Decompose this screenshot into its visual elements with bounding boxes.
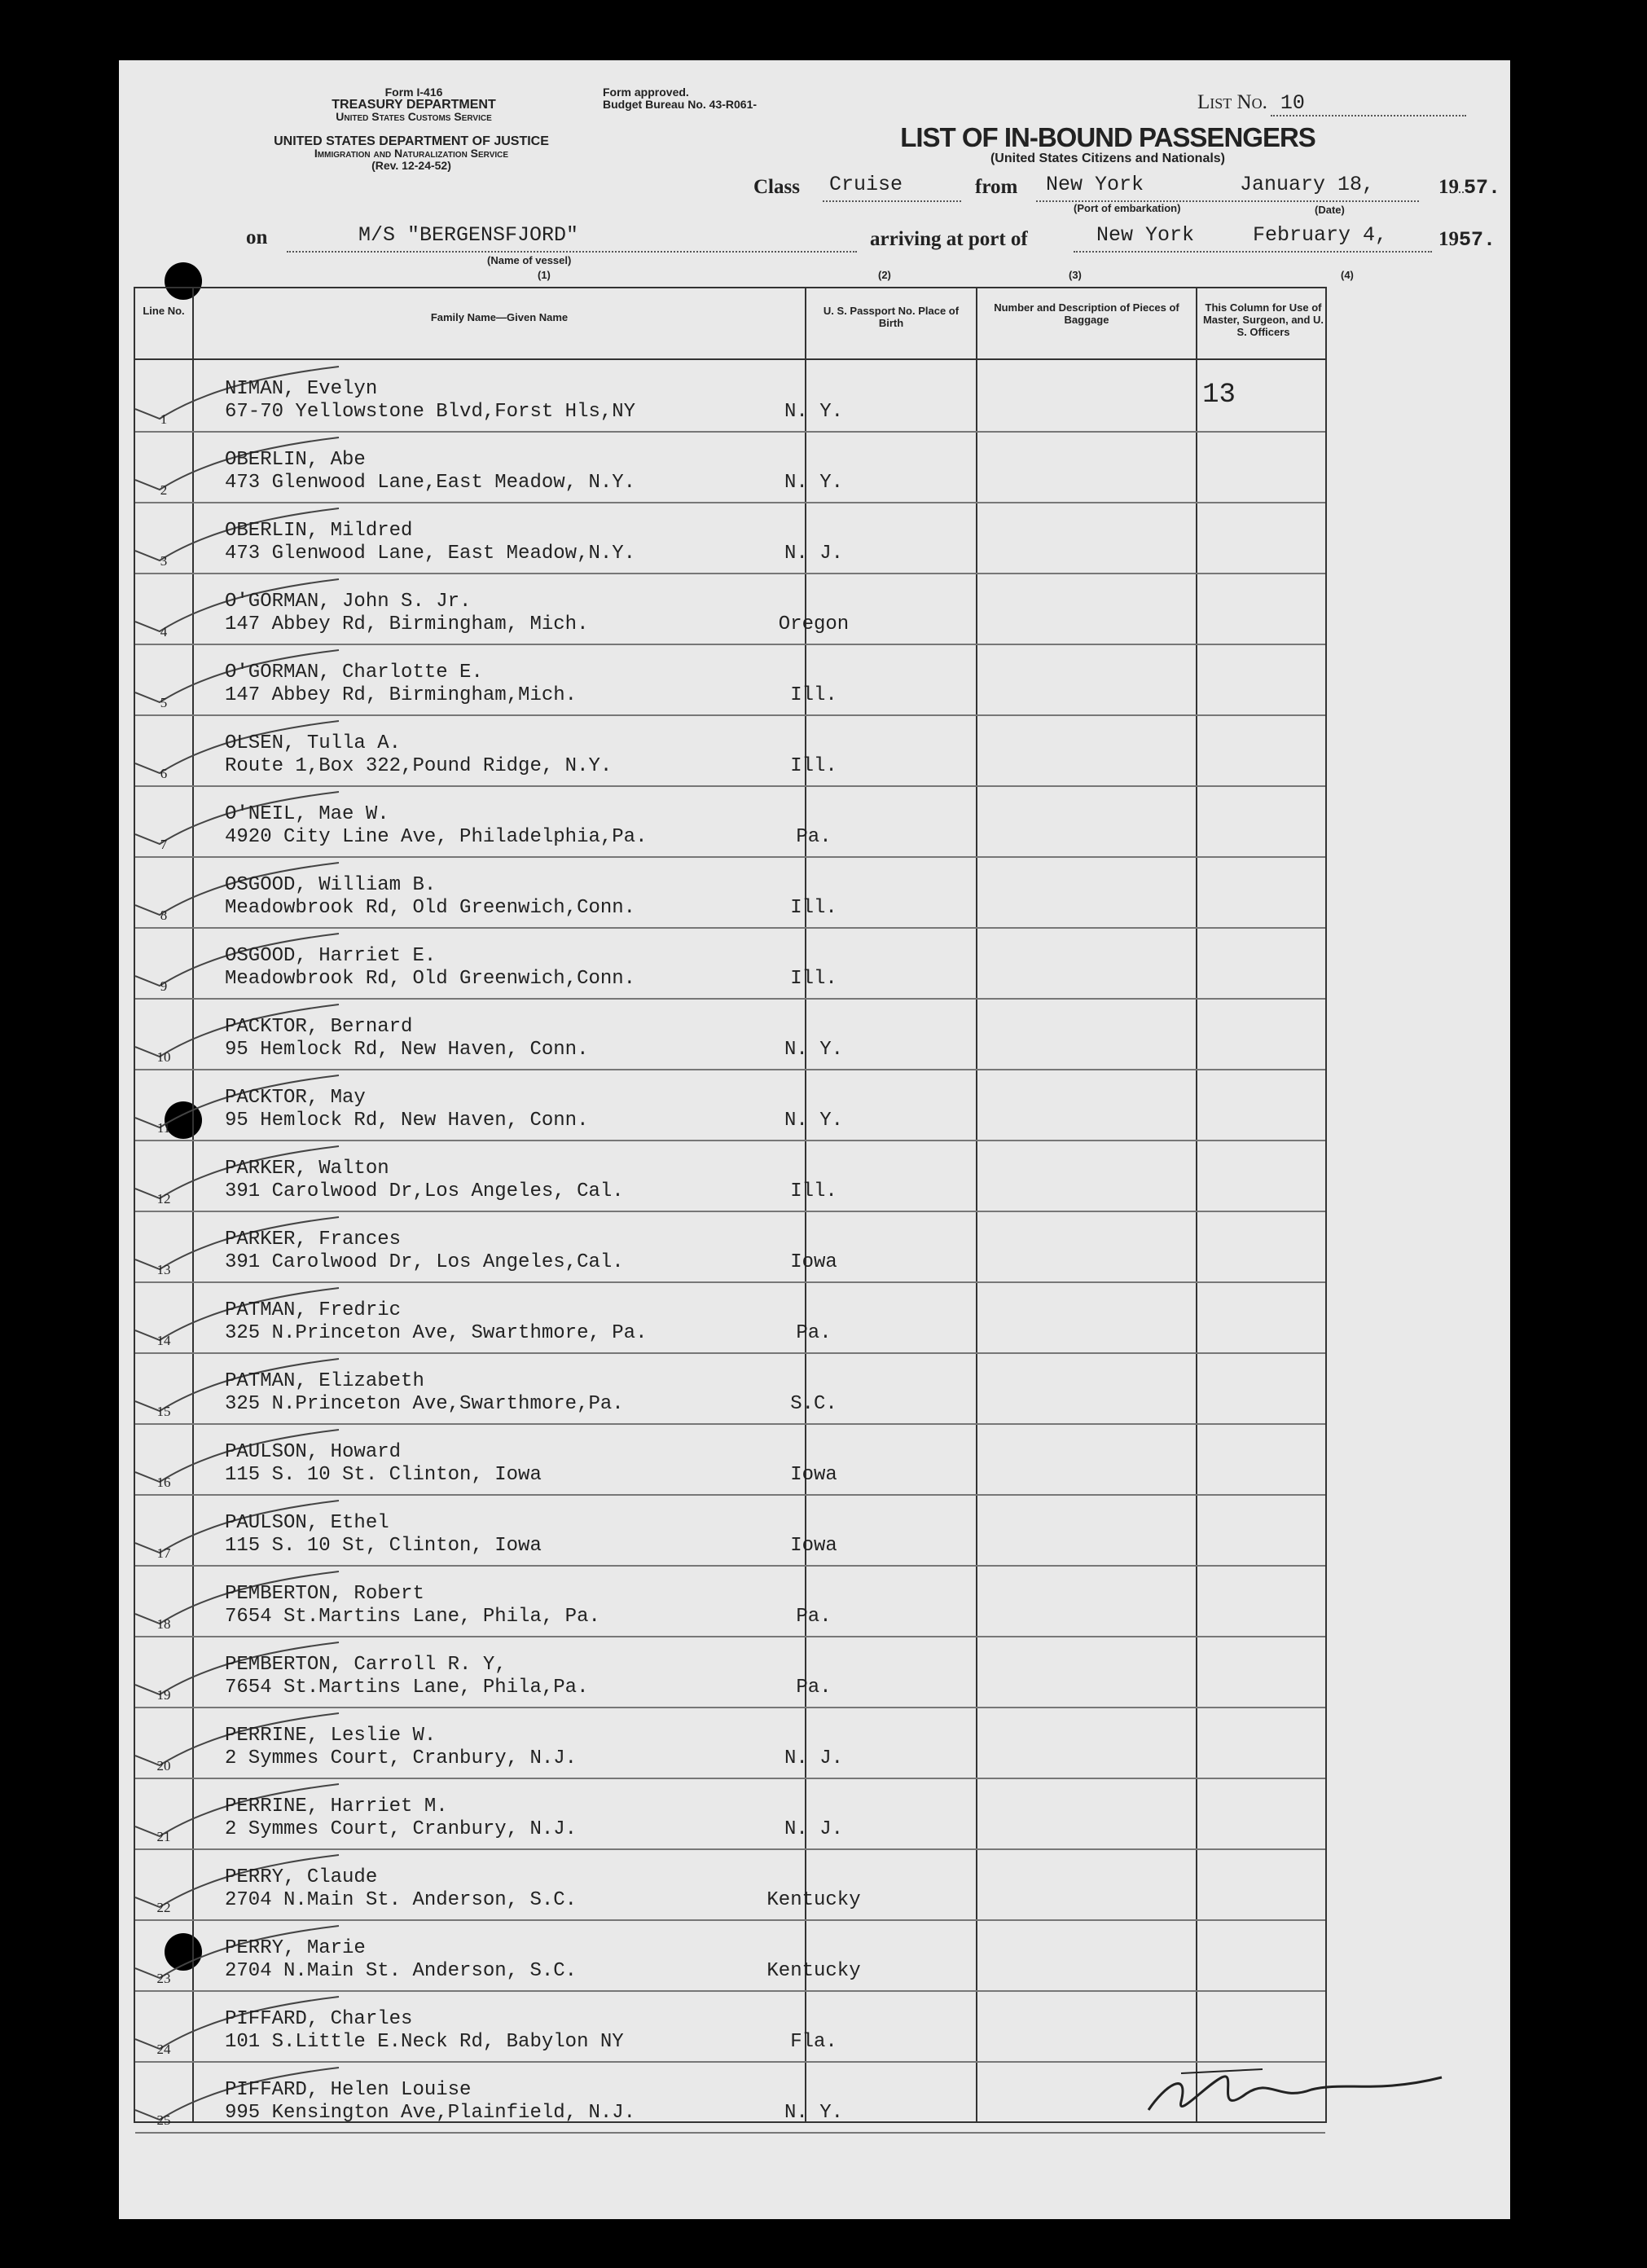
column-number-3: (3)	[1069, 269, 1082, 281]
passenger-address: 67-70 Yellowstone Blvd,Forst Hls,NY	[225, 401, 636, 423]
line-number: 4	[160, 624, 168, 640]
line-number: 19	[156, 1687, 171, 1703]
table-row	[135, 1848, 1325, 1921]
table-row	[135, 785, 1325, 858]
place-of-birth: N. Y.	[784, 1110, 843, 1132]
arrival-field	[1074, 223, 1432, 253]
line-number: 23	[156, 1971, 171, 1986]
passenger-address: 95 Hemlock Rd, New Haven, Conn.	[225, 1039, 589, 1061]
header-line-no: Line No.	[143, 305, 185, 317]
passenger-address: 115 S. 10 St. Clinton, Iowa	[225, 1464, 542, 1486]
place-of-birth: Iowa	[790, 1535, 837, 1557]
passenger-address: 7654 St.Martins Lane, Phila,Pa.	[225, 1677, 589, 1699]
officer-signature	[1132, 2053, 1458, 2126]
form-approval-block	[603, 86, 790, 111]
passenger-name: NIMAN, Evelyn	[225, 378, 378, 400]
table-row	[135, 1494, 1325, 1567]
list-no-value: 10	[1280, 91, 1305, 115]
list-no-label: List No.	[1197, 91, 1267, 113]
place-of-birth: Fla.	[790, 2031, 837, 2053]
passenger-address: 147 Abbey Rd, Birmingham,Mich.	[225, 684, 578, 706]
table-row	[135, 1990, 1325, 2063]
passenger-address: 95 Hemlock Rd, New Haven, Conn.	[225, 1110, 589, 1132]
place-of-birth: Kentucky	[766, 1889, 861, 1911]
passenger-address: 325 N.Princeton Ave, Swarthmore, Pa.	[225, 1322, 648, 1344]
passenger-address: 2704 N.Main St. Anderson, S.C.	[225, 1889, 578, 1911]
arrival-port: New York	[1096, 223, 1195, 247]
table-row	[135, 1423, 1325, 1496]
list-no-field	[1271, 91, 1466, 116]
from-label: from	[975, 176, 1018, 198]
passenger-address: 473 Glenwood Lane,East Meadow, N.Y.	[225, 472, 636, 494]
passenger-address: 115 S. 10 St, Clinton, Iowa	[225, 1535, 542, 1557]
passenger-address: 995 Kensington Ave,Plainfield, N.J.	[225, 2102, 636, 2124]
passenger-address: 2 Symmes Court, Cranbury, N.J.	[225, 1747, 578, 1769]
place-of-birth: Ill.	[790, 684, 837, 706]
header-baggage: Number and Description of Pieces of Baggage	[994, 301, 1179, 326]
line-number: 22	[156, 1900, 171, 1915]
passenger-address: 473 Glenwood Lane, East Meadow,N.Y.	[225, 543, 636, 565]
place-of-birth: Oregon	[778, 613, 850, 635]
passenger-name: PACKTOR, May	[225, 1087, 366, 1109]
vessel-field	[287, 223, 857, 253]
year-prefix: 19	[1438, 176, 1459, 198]
arrival-date: February 4,	[1253, 223, 1388, 247]
passenger-name: PEMBERTON, Carroll R. Y,	[225, 1654, 507, 1676]
place-of-birth: N. J.	[784, 1818, 843, 1840]
line-number: 25	[156, 2112, 171, 2128]
table-row	[135, 998, 1325, 1070]
place-of-birth: N. Y.	[784, 472, 843, 494]
dept-justice-sub: Immigration and Naturalization Service	[314, 147, 509, 160]
line-number: 5	[160, 695, 168, 710]
passenger-address: 2 Symmes Court, Cranbury, N.J.	[225, 1818, 578, 1840]
line-number: 1	[160, 411, 168, 427]
passenger-name: PERRINE, Leslie W.	[225, 1725, 437, 1747]
passenger-address: Meadowbrook Rd, Old Greenwich,Conn.	[225, 968, 636, 990]
passenger-name: PIFFARD, Charles	[225, 2008, 413, 2030]
passenger-name: PERRY, Claude	[225, 1866, 378, 1888]
passenger-address: 391 Carolwood Dr,Los Angeles, Cal.	[225, 1180, 624, 1202]
class-value: Cruise	[829, 173, 903, 196]
table-row	[135, 1140, 1325, 1212]
passenger-name: PARKER, Walton	[225, 1158, 389, 1180]
line-number: 18	[156, 1616, 171, 1632]
passenger-name: PACKTOR, Bernard	[225, 1016, 413, 1038]
line-number: 13	[156, 1262, 171, 1277]
place-of-birth: Iowa	[790, 1251, 837, 1273]
line-number: 15	[156, 1404, 171, 1419]
line-number: 11	[156, 1120, 171, 1136]
line-number: 3	[160, 553, 168, 569]
form-number: Form I-416	[384, 86, 443, 99]
table-row	[135, 1919, 1325, 1992]
passenger-address: Meadowbrook Rd, Old Greenwich,Conn.	[225, 897, 636, 919]
place-of-birth: Pa.	[796, 1606, 832, 1628]
from-field	[1036, 173, 1419, 202]
passenger-address: 325 N.Princeton Ave,Swarthmore,Pa.	[225, 1393, 624, 1415]
line-number: 9	[160, 978, 168, 994]
table-row	[135, 1778, 1325, 1850]
header-passport: U. S. Passport No. Place of Birth	[823, 305, 960, 329]
budget-bureau: Budget Bureau No. 43-R061-	[603, 98, 758, 111]
passenger-name: PERRINE, Harriet M.	[225, 1796, 448, 1817]
passenger-address: 7654 St.Martins Lane, Phila, Pa.	[225, 1606, 600, 1628]
year-suffix: 57.	[1464, 176, 1501, 200]
passenger-address: 147 Abbey Rd, Birmingham, Mich.	[225, 613, 589, 635]
passenger-name: PEMBERTON, Robert	[225, 1583, 424, 1605]
place-of-birth: N. J.	[784, 1747, 843, 1769]
table-row	[135, 927, 1325, 1000]
place-of-birth: Ill.	[790, 755, 837, 777]
passenger-name: PARKER, Frances	[225, 1228, 402, 1250]
line-number: 12	[156, 1191, 171, 1207]
passenger-name: OSGOOD, William B.	[225, 874, 437, 896]
form-approved: Form approved.	[603, 86, 689, 99]
header-officers: This Column for Use of Master, Surgeon, and U. S. Officers	[1202, 301, 1324, 338]
document-title: LIST OF IN-BOUND PASSENGERS	[900, 122, 1315, 152]
table-row	[135, 502, 1325, 574]
line-number: 17	[156, 1545, 171, 1561]
dept-justice: UNITED STATES DEPARTMENT OF JUSTICE	[274, 134, 549, 148]
line-number: 6	[160, 766, 168, 781]
table-row	[135, 573, 1325, 645]
place-of-birth: Ill.	[790, 968, 837, 990]
passenger-name: OBERLIN, Abe	[225, 449, 366, 471]
on-label: on	[246, 226, 268, 248]
passenger-name: PATMAN, Elizabeth	[225, 1370, 424, 1392]
date-caption: (Date)	[1315, 204, 1345, 216]
column-number-1: (1)	[538, 269, 551, 281]
passenger-address: 101 S.Little E.Neck Rd, Babylon NY	[225, 2031, 624, 2053]
table-row	[135, 644, 1325, 716]
place-of-birth: N. Y.	[784, 401, 843, 423]
place-of-birth: Ill.	[790, 897, 837, 919]
table-row	[135, 431, 1325, 503]
passenger-address: Route 1,Box 322,Pound Ridge, N.Y.	[225, 755, 613, 777]
arriving-label: arriving at port of	[870, 228, 1028, 250]
passenger-name: OLSEN, Tulla A.	[225, 732, 402, 754]
passenger-address: 2704 N.Main St. Anderson, S.C.	[225, 1960, 578, 1982]
header-name: Family Name—Given Name	[430, 311, 569, 323]
form-revision: (Rev. 12-24-52)	[371, 159, 451, 172]
table-row	[135, 1211, 1325, 1283]
passenger-name: OSGOOD, Harriet E.	[225, 945, 437, 967]
line-number: 16	[156, 1475, 171, 1490]
table-row	[135, 1069, 1325, 1141]
place-of-birth: Kentucky	[766, 1960, 861, 1982]
table-row	[135, 1352, 1325, 1425]
vessel-name: M/S "BERGENSFJORD"	[358, 223, 579, 247]
table-row	[135, 714, 1325, 787]
form-agency-block	[300, 86, 528, 123]
passenger-name: PERRY, Marie	[225, 1937, 366, 1959]
arrival-year	[1438, 228, 1495, 252]
document-subtitle: (United States Citizens and Nationals)	[990, 152, 1226, 165]
arrival-year-prefix: 19	[1438, 228, 1459, 250]
table-row	[135, 1281, 1325, 1354]
passenger-name: PAULSON, Ethel	[225, 1512, 389, 1534]
passenger-name: O'GORMAN, Charlotte E.	[225, 662, 483, 683]
dept-treasury-sub: United States Customs Service	[336, 110, 492, 123]
column-number-2: (2)	[878, 269, 891, 281]
place-of-birth: Pa.	[796, 1677, 832, 1699]
vessel-caption: (Name of vessel)	[487, 254, 572, 266]
table-row	[135, 1636, 1325, 1708]
table-row	[135, 1707, 1325, 1779]
table-row	[135, 856, 1325, 929]
passenger-name: OBERLIN, Mildred	[225, 520, 413, 542]
departure-year	[1438, 176, 1500, 200]
place-of-birth: Pa.	[796, 1322, 832, 1344]
table-row	[135, 360, 1325, 433]
line-number: 21	[156, 1829, 171, 1844]
place-of-birth: N. J.	[784, 543, 843, 565]
embarkation-date: January 18,	[1240, 173, 1375, 196]
place-of-birth: S.C.	[790, 1393, 837, 1415]
line-number: 7	[160, 837, 168, 852]
passenger-table	[134, 287, 1327, 2128]
table-row	[135, 1565, 1325, 1637]
line-number: 2	[160, 482, 168, 498]
list-number-line	[1197, 91, 1500, 121]
place-of-birth: N. Y.	[784, 2102, 843, 2124]
place-of-birth: Iowa	[790, 1464, 837, 1486]
passenger-name: O'GORMAN, John S. Jr.	[225, 591, 472, 613]
place-of-birth: N. Y.	[784, 1039, 843, 1061]
dept-treasury: TREASURY DEPARTMENT	[332, 98, 496, 112]
passenger-address: 391 Carolwood Dr, Los Angeles,Cal.	[225, 1251, 624, 1273]
passenger-name: PAULSON, Howard	[225, 1441, 402, 1463]
passenger-name: PATMAN, Fredric	[225, 1299, 402, 1321]
justice-block	[244, 135, 578, 172]
line-number: 20	[156, 1758, 171, 1774]
place-of-birth: Pa.	[796, 826, 832, 848]
column-number-4: (4)	[1341, 269, 1354, 281]
class-label: Class	[753, 176, 800, 198]
arrival-year-suffix: 57.	[1459, 228, 1496, 252]
passenger-address: 4920 City Line Ave, Philadelphia,Pa.	[225, 826, 648, 848]
class-field	[823, 173, 961, 202]
officer-note: 13	[1202, 380, 1236, 411]
line-number: 24	[156, 2042, 171, 2057]
embarkation-port: New York	[1046, 173, 1144, 196]
line-number: 10	[156, 1049, 171, 1065]
place-of-birth: Ill.	[790, 1180, 837, 1202]
line-number: 8	[160, 908, 168, 923]
port-embarkation-caption: (Port of embarkation)	[1074, 202, 1181, 214]
passenger-name: O'NEIL, Mae W.	[225, 803, 389, 825]
line-number: 14	[156, 1333, 171, 1348]
passenger-name: PIFFARD, Helen Louise	[225, 2079, 472, 2101]
